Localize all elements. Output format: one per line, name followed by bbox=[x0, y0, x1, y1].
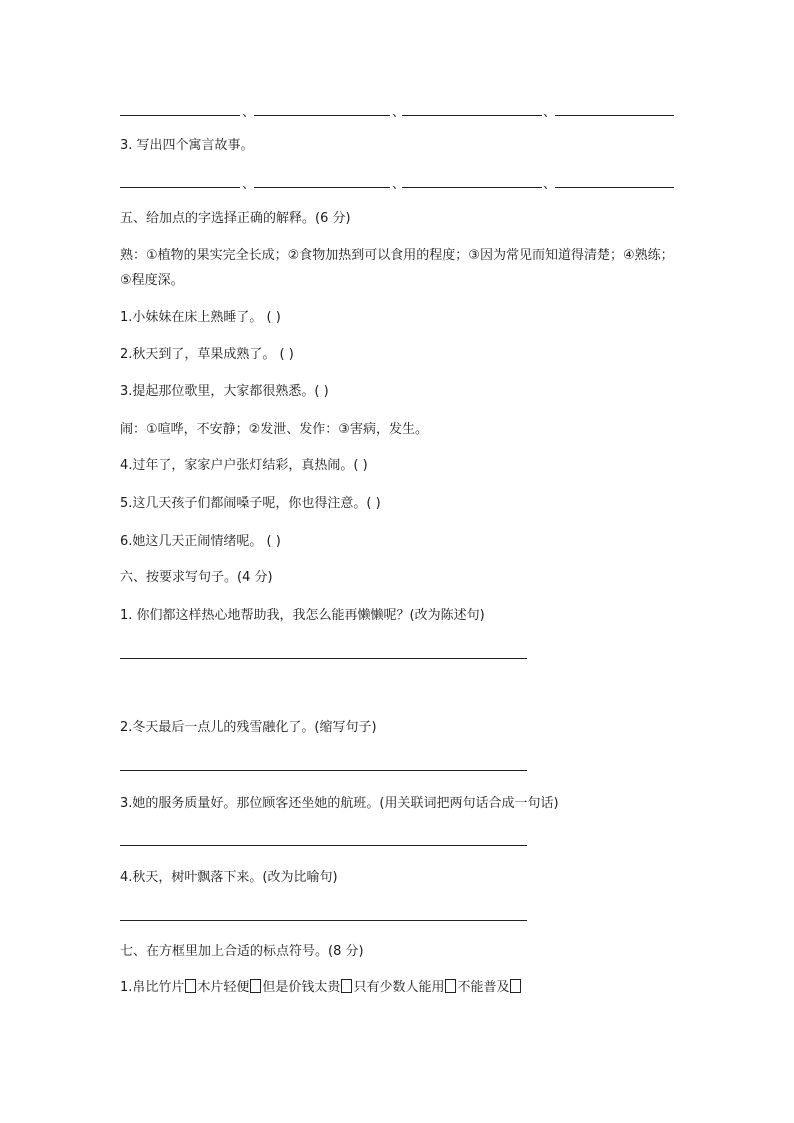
question-item: 1. 你们都这样热心地帮助我，我怎么能再懒懒呢？(改为陈述句) bbox=[120, 608, 485, 623]
punctuation-box[interactable] bbox=[510, 979, 521, 993]
blank-line[interactable] bbox=[402, 187, 542, 188]
blank-row-q3 bbox=[120, 172, 676, 192]
sentence-segment: 1.帛比竹片 bbox=[120, 980, 185, 995]
question-item: 5.这几天孩子们都闹嗓子呢，你也得注意。( ) bbox=[120, 496, 381, 511]
punctuation-sentence bbox=[120, 978, 522, 998]
question-item: 3.她的服务质量好。那位顾客还坐她的航班。(用关联词把两句话合成一句话) bbox=[120, 796, 559, 811]
punctuation-box[interactable] bbox=[341, 979, 352, 993]
answer-line[interactable] bbox=[120, 845, 527, 846]
blank-row-top bbox=[120, 100, 676, 120]
separator: 、 bbox=[543, 105, 557, 120]
separator: 、 bbox=[392, 177, 406, 192]
question-3: 3. 写出四个寓言故事。 bbox=[120, 138, 254, 153]
answer-line[interactable] bbox=[120, 658, 527, 659]
question-item: 4.秋天，树叶飘落下来。(改为比喻句) bbox=[120, 870, 338, 885]
question-item: 3.提起那位歌里，大家都很熟悉。( ) bbox=[120, 384, 329, 399]
punctuation-box[interactable] bbox=[185, 979, 196, 993]
separator: 、 bbox=[242, 105, 256, 120]
blank-line[interactable] bbox=[555, 115, 674, 116]
blank-line[interactable] bbox=[120, 187, 240, 188]
question-item: 1.小妹妹在床上熟睡了。 ( ) bbox=[120, 310, 281, 325]
question-item: 2.冬天最后一点儿的残雪融化了。(缩写句子) bbox=[120, 720, 377, 735]
definition-shu: 熟：①植物的果实完全长成；②食物加热到可以食用的程度；③因为常见而知道得清楚；④熟练；⑤程度深。 bbox=[120, 248, 674, 288]
blank-line[interactable] bbox=[120, 115, 240, 116]
blank-line[interactable] bbox=[555, 187, 674, 188]
sentence-segment: 但是价钱太贵 bbox=[262, 980, 341, 995]
blank-line[interactable] bbox=[254, 115, 390, 116]
answer-line[interactable] bbox=[120, 920, 527, 921]
separator: 、 bbox=[392, 105, 406, 120]
sentence-segment: 不能普及 bbox=[457, 980, 510, 995]
question-item: 6.她这几天正闹情绪呢。 ( ) bbox=[120, 534, 281, 549]
section-5-heading: 五、给加点的字选择正确的解释。(6 分) bbox=[120, 211, 351, 226]
blank-line[interactable] bbox=[402, 115, 542, 116]
separator: 、 bbox=[543, 177, 557, 192]
punctuation-box[interactable] bbox=[250, 979, 261, 993]
question-item: 2.秋天到了，草果成熟了。 ( ) bbox=[120, 347, 294, 362]
sentence-segment: 木片轻便 bbox=[197, 980, 250, 995]
definition-nao: 闹：①喧哗，不安静；②发泄、发作：③害病，发生。 bbox=[120, 422, 428, 437]
section-6-heading: 六、按要求写句子。(4 分) bbox=[120, 570, 273, 585]
blank-line[interactable] bbox=[254, 187, 390, 188]
punctuation-box[interactable] bbox=[445, 979, 456, 993]
section-7-heading: 七、在方框里加上合适的标点符号。(8 分) bbox=[120, 944, 364, 959]
sentence-segment: 只有少数人能用 bbox=[353, 980, 445, 995]
separator: 、 bbox=[242, 177, 256, 192]
question-item: 4.过年了，家家户户张灯结彩，真热闹。( ) bbox=[120, 458, 368, 473]
answer-line[interactable] bbox=[120, 770, 527, 771]
